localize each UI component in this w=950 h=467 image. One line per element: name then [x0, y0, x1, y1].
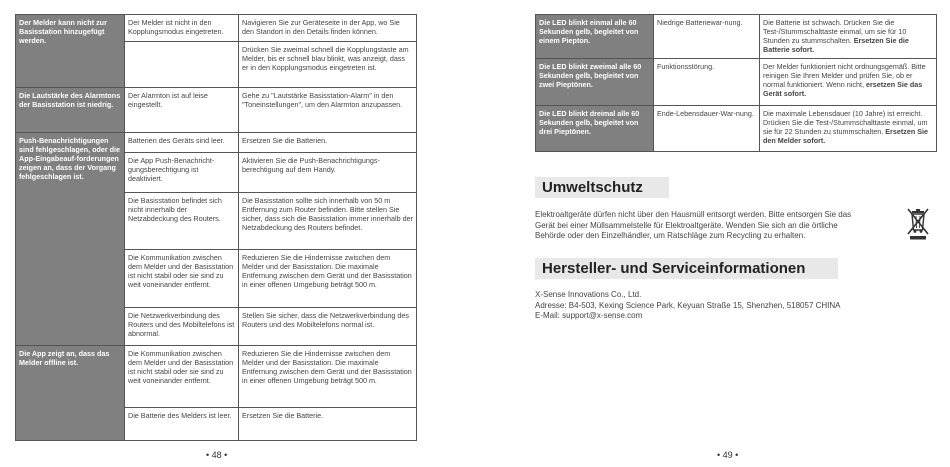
- manufacturer-line: Adresse: B4-503, Kexing Science Park, Keyuan Straße 15, Shenzhen, 518057 CHINA: [535, 300, 841, 310]
- environment-heading: Umweltschutz: [535, 177, 669, 198]
- manufacturer-heading: Hersteller- und Serviceinformationen: [535, 258, 838, 279]
- solution-text: Die Batterie ist schwach. Drücken Sie die Test-/Stummschalttaste einmal, um sie für 10 Stunden zu stummschalten.: [763, 18, 907, 45]
- cause-cell: Die Kommunikation zwischen dem Melder und der Basisstation ist nicht stabil oder sie sind zu weit voneinander entfernt.: [125, 346, 239, 408]
- cause-cell: Die Netzwerkverbindung des Routers und des Mobiltelefons ist abnormal.: [125, 308, 239, 346]
- solution-cell: Reduzieren Sie die Hindernisse zwischen dem Melder und der Basisstation. Die maximale Entfernung zwischen dem Gerät und der Basisstation in einer offenen Umgebung beträgt 500 m.: [239, 346, 417, 408]
- table-row: [536, 106, 937, 152]
- solution-cell: [760, 15, 937, 59]
- solution-cell: Die Basisstation sollte sich innerhalb von 50 m Entfernung zum Router befinden. Bitte stellen Sie sicher, dass sich die Basisstation immer innerhalb der Netzabdeckung des Routers befindet.: [239, 193, 417, 250]
- solution-bold-text: ersetzen Sie das Gerät sofort.: [763, 80, 923, 98]
- solution-cell: [760, 106, 937, 152]
- table-row: [16, 346, 417, 408]
- page-number: • 48 •: [206, 450, 228, 460]
- solution-text: Der Melder funktioniert nicht ordnungsgemäß. Bitte reinigen Sie Ihren Melder und prüfen Sie, ob er normal funktioniert. Wenn nicht,: [763, 62, 926, 89]
- solution-cell: Gehe zu "Lautstärke Basisstation-Alarm" in den "Toneinstellungen", um den Alarmton anzupassen.: [239, 88, 417, 133]
- solution-cell: Ersetzen Sie die Batterie.: [239, 408, 417, 441]
- solution-cell: Aktivieren Sie die Push-Benachrichtigungs-berechtigung auf dem Handy.: [239, 153, 417, 193]
- table-row: [16, 88, 417, 133]
- crossed-out-bin-icon: [906, 207, 930, 241]
- solution-bold-text: Ersetzen Sie die Batterie sofort.: [763, 36, 909, 54]
- problem-cell: Die LED blinkt dreimal alle 60 Sekunden gelb, begleitet von drei Pieptönen.: [536, 106, 654, 152]
- cause-cell: Die Kommunikation zwischen dem Melder und der Basisstation ist nicht stabil oder sie sind zu weit voneinander entfernt.: [125, 250, 239, 308]
- problem-cell: Push-Benachrichtigungen sind fehlgeschlagen, oder die App-Eingabeauf-forderungen zeigen an, dass der Vorgang fehlgeschlagen ist.: [16, 133, 125, 346]
- problem-cell: Die Lautstärke des Alarmtons der Basisstation ist niedrig.: [16, 88, 125, 133]
- cause-cell: Der Alarmton ist auf leise eingestellt.: [125, 88, 239, 133]
- led-troubleshooting-table: [535, 14, 937, 152]
- table-row: [16, 15, 417, 42]
- solution-cell: Reduzieren Sie die Hindernisse zwischen dem Melder und der Basisstation. Die maximale Entfernung zwischen dem Gerät und der Basisstation in einer offenen Umgebung beträgt 500 m.: [239, 250, 417, 308]
- cause-cell: Ende-Lebensdauer-War-nung.: [654, 106, 760, 152]
- manufacturer-text: [535, 290, 915, 322]
- solution-cell: Drücken Sie zweimal schnell die Kopplungstaste am Melder, bis er schnell blau blinkt, was anzeigt, dass er in den Kopplungsmodus eingetreten ist.: [239, 42, 417, 88]
- cause-cell: [125, 42, 239, 88]
- cause-cell: Niedrige Batteriewar-nung.: [654, 15, 760, 59]
- environment-line: Elektroaltgeräte dürfen nicht über den Hausmüll entsorgt werden. Bitte entsorgen Sie das: [535, 210, 852, 219]
- solution-cell: Ersetzen Sie die Batterien.: [239, 133, 417, 153]
- cause-cell: Die App Push-Benachricht-gungsberechtigung ist deaktiviert.: [125, 153, 239, 193]
- problem-cell: Die App zeigt an, dass das Melder offline ist.: [16, 346, 125, 441]
- manufacturer-line: X-Sense Innovations Co., Ltd.: [535, 290, 642, 299]
- manufacturer-line: E-Mail: support@x-sense.com: [535, 311, 643, 321]
- solution-cell: Stellen Sie sicher, dass die Netzwerkverbindung des Routers und des Mobiltelefons normal ist.: [239, 308, 417, 346]
- environment-line: Gerät bei einer Müllsammelstelle für Elektroaltgeräte. Wenden Sie sich an die örtliche: [535, 220, 838, 230]
- cause-cell: Die Batterie des Melders ist leer.: [125, 408, 239, 441]
- solution-cell: [760, 59, 937, 106]
- environment-text: [535, 210, 895, 242]
- problem-cell: Der Melder kann nicht zur Basisstation hinzugefügt werden.: [16, 15, 125, 88]
- solution-cell: Navigieren Sie zur Geräteseite in der App, wo Sie den Standort in den Details finden können.: [239, 15, 417, 42]
- page-number: • 49 •: [717, 450, 739, 460]
- cause-cell: Der Melder ist nicht in den Kopplungsmodus eingetreten.: [125, 15, 239, 42]
- table-row: [16, 133, 417, 153]
- cause-cell: Die Basisstation befindet sich nicht innerhalb der Netzabdeckung des Routers.: [125, 193, 239, 250]
- problem-cell: Die LED blinkt zweimal alle 60 Sekunden gelb, begleitet von zwei Pieptönen.: [536, 59, 654, 106]
- solution-text: Die maximale Lebensdauer (10 Jahre) ist erreicht. Drücken Sie die Test-/Stummschalttaste einmal, um sie für 22 Stunden zu stummschalten.: [763, 109, 928, 136]
- table-row: [536, 59, 937, 106]
- cause-cell: Batterien des Geräts sind leer.: [125, 133, 239, 153]
- table-row: [536, 15, 937, 59]
- solution-bold-text: Ersetzen Sie den Melder sofort.: [763, 127, 929, 145]
- cause-cell: Funktionsstörung.: [654, 59, 760, 106]
- problem-cell: Die LED blinkt einmal alle 60 Sekunden gelb, begleitet von einem Piepton.: [536, 15, 654, 59]
- troubleshooting-table-left: [15, 14, 417, 441]
- environment-line: Behörde oder den Einzelhändler, um Ratschläge zum Recycling zu erhalten.: [535, 231, 806, 241]
